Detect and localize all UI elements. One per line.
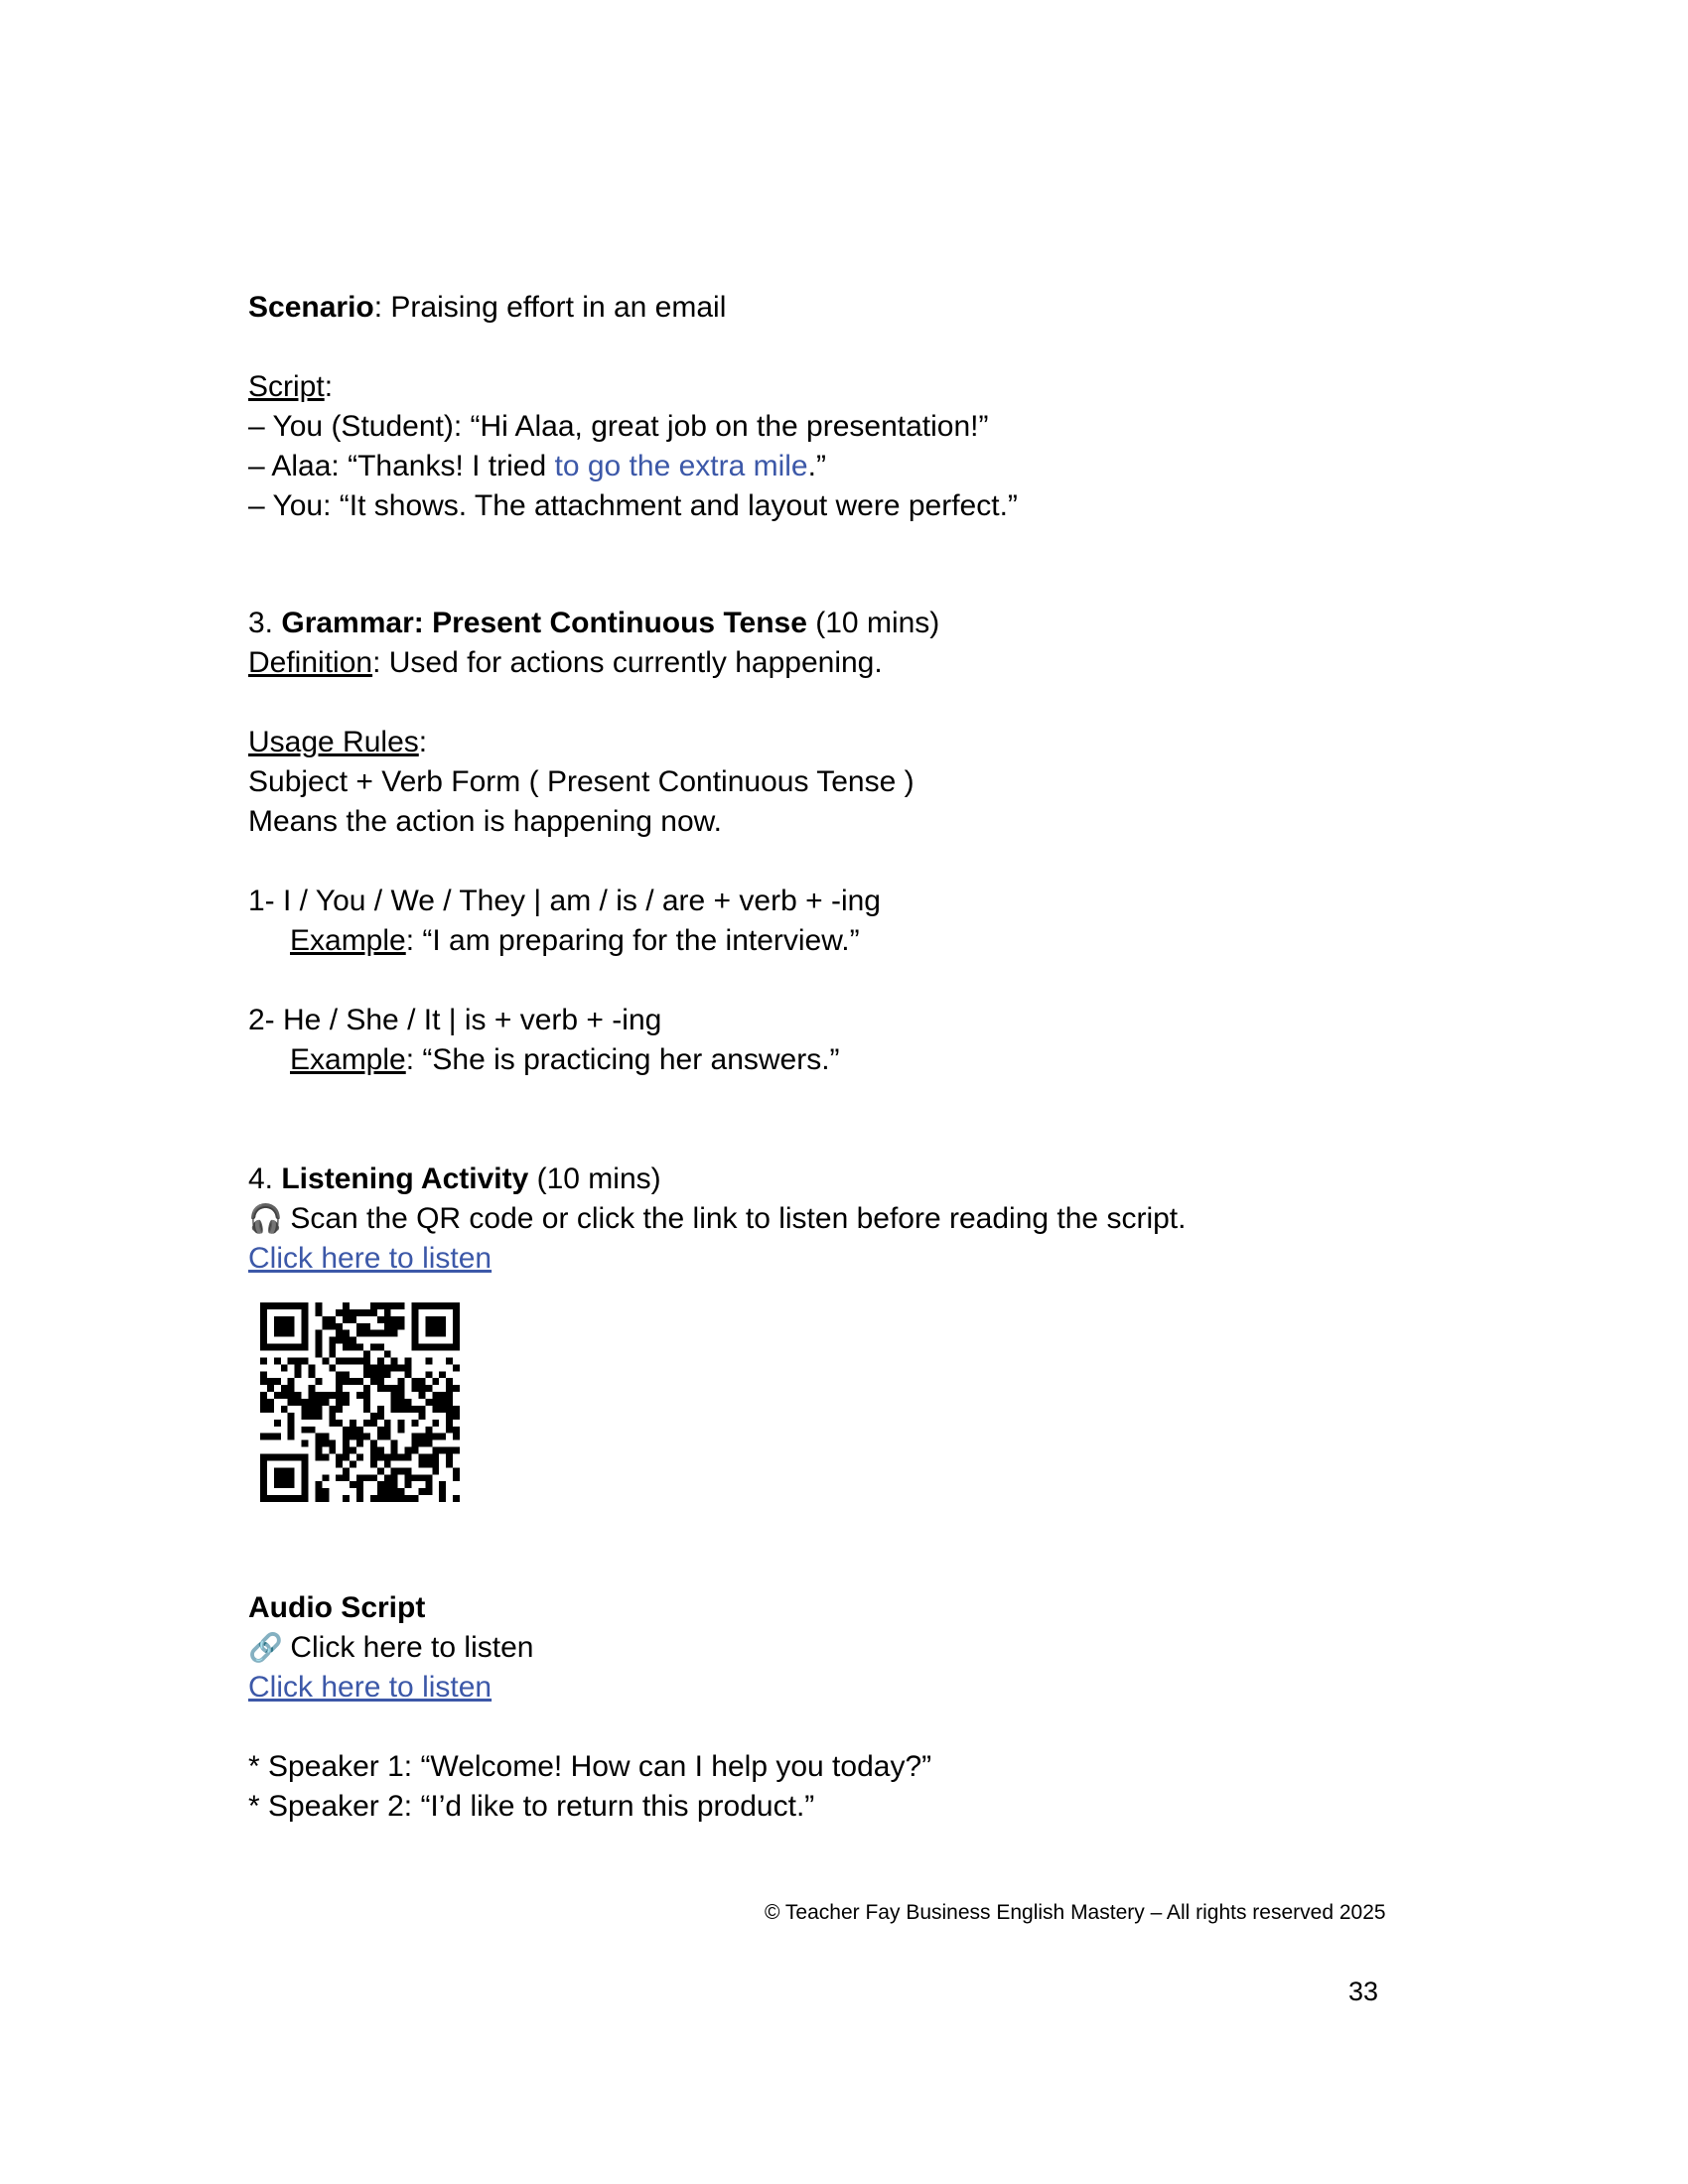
speaker-2-line: * Speaker 2: “I’d like to return this product.” [248, 1790, 815, 1823]
headphones-icon: 🎧 [248, 1203, 283, 1234]
script-colon: : [324, 370, 334, 403]
scenario-label: Scenario [248, 291, 374, 324]
rule-2-example-label: Example [290, 1043, 406, 1076]
grammar-title: Grammar: Present Continuous Tense [281, 607, 807, 639]
audio-script-title: Audio Script [248, 1591, 426, 1624]
rule-1: 1- I / You / We / They | am / is / are + verb + -ing [248, 885, 881, 917]
script-line-3: – You: “It shows. The attachment and layout were perfect.” [248, 489, 1018, 522]
usage-line-2: Means the action is happening now. [248, 805, 722, 838]
listening-section [248, 1160, 1186, 1279]
audio-link-label: Click here to listen [282, 1631, 534, 1664]
page-number: 33 [1348, 1977, 1379, 2006]
listening-instruction-text: Scan the QR code or click the link to listen before reading the script. [282, 1202, 1187, 1235]
script-line-2-pre: – Alaa: “Thanks! I tried [248, 450, 555, 482]
definition-text: : Used for actions currently happening. [372, 646, 883, 679]
copyright-footer: © Teacher Fay Business English Mastery – All rights reserved 2025 [765, 1901, 1386, 1924]
script-heading [248, 367, 1018, 407]
extra-mile-highlight: to go the extra mile [554, 450, 808, 482]
scenario-section [248, 288, 1018, 526]
link-icon: 🔗 [248, 1632, 283, 1663]
script-line-2-post: .” [807, 450, 826, 482]
rule-1-example-text: : “I am preparing for the interview.” [405, 924, 860, 957]
grammar-number: 3. [248, 607, 282, 639]
blank-line [248, 683, 939, 723]
grammar-heading [248, 604, 939, 643]
listening-duration: (10 mins) [528, 1162, 661, 1195]
blank-line [248, 961, 939, 1001]
listening-heading [248, 1160, 1186, 1199]
rule-1-example-label: Example [290, 924, 406, 957]
blank-line [248, 1707, 931, 1747]
rule-2: 2- He / She / It | is + verb + -ing [248, 1004, 662, 1036]
audio-link-label-line [248, 1628, 931, 1668]
audio-script-section [248, 1588, 931, 1827]
blank-line [248, 842, 939, 882]
script-label: Script [248, 370, 325, 403]
listening-title: Listening Activity [281, 1162, 529, 1195]
rule-1-example [248, 921, 939, 961]
scenario-line [248, 288, 1018, 328]
usage-label: Usage Rules [248, 726, 419, 758]
usage-colon: : [418, 726, 428, 758]
scenario-text: : Praising effort in an email [373, 291, 727, 324]
speaker-1-line: * Speaker 1: “Welcome! How can I help you today?” [248, 1750, 932, 1783]
qr-code-icon[interactable] [260, 1302, 460, 1502]
audio-link-line [248, 1668, 931, 1707]
script-line-2 [248, 447, 1018, 486]
audio-listen-link[interactable]: Click here to listen [248, 1671, 492, 1704]
listening-link-line [248, 1239, 1186, 1279]
grammar-duration: (10 mins) [806, 607, 940, 639]
blank-line [248, 328, 1018, 367]
rule-2-example [248, 1040, 939, 1080]
listening-instruction [248, 1199, 1186, 1239]
audio-script-heading [248, 1588, 931, 1628]
usage-line-1: Subject + Verb Form ( Present Continuous Tense ) [248, 765, 914, 798]
usage-heading [248, 723, 939, 762]
listening-number: 4. [248, 1162, 282, 1195]
definition-line [248, 643, 939, 683]
definition-label: Definition [248, 646, 373, 679]
script-line-1: – You (Student): “Hi Alaa, great job on the presentation!” [248, 410, 989, 443]
grammar-section [248, 604, 939, 1080]
rule-2-example-text: : “She is practicing her answers.” [405, 1043, 840, 1076]
listen-link[interactable]: Click here to listen [248, 1242, 492, 1275]
